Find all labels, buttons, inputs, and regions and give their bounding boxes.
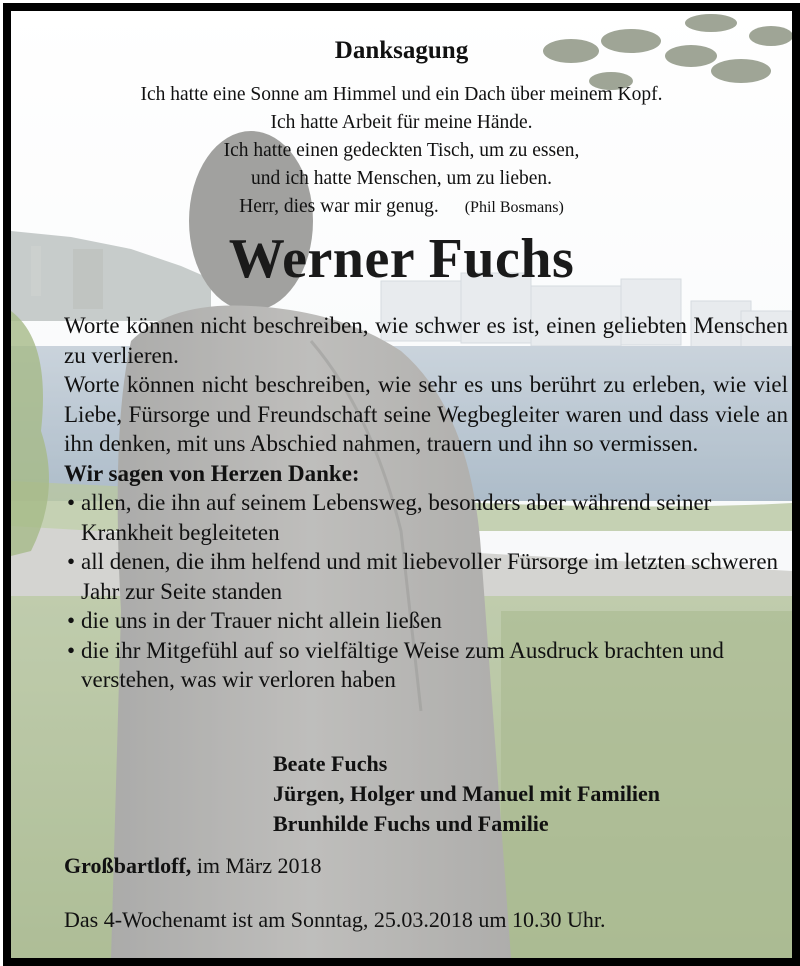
poem-author: (Phil Bosmans): [464, 199, 564, 216]
poem-line: Ich hatte eine Sonne am Himmel und ein Dach über meinem Kopf.: [140, 84, 663, 105]
deceased-name: Werner Fuchs: [228, 228, 575, 290]
place-date: [64, 853, 321, 879]
thanks-heading: Wir sagen von Herzen Danke:: [64, 460, 360, 486]
notice-heading: Danksagung: [334, 37, 469, 64]
poem-line: Ich hatte Arbeit für meine Hände.: [270, 112, 533, 133]
thanks-item: • die uns in der Trauer nicht allein ließen: [64, 606, 788, 636]
signers: [273, 749, 660, 839]
poem-line: Herr, dies war mir genug.: [239, 196, 439, 217]
notice-body: [64, 311, 788, 695]
body-paragraph: Worte können nicht beschreiben, wie sehr es uns berührt zu erleben, wie viel Liebe, Fürsorge und Freundschaft seine Wegbegleiter waren und dass viele an ihn denken, mit uns Abschied nahmen, trauern und ihn so vermissen.: [64, 372, 788, 456]
signer: Beate Fuchs: [273, 751, 388, 776]
thanks-item: • allen, die ihn auf seinem Lebensweg, besonders aber während seiner Krankheit begleiteten: [64, 488, 788, 547]
obituary-card: [3, 3, 800, 966]
thanks-item: • die ihr Mitgefühl auf so vielfältige Weise zum Ausdruck brachten und verstehen, was wir verloren haben: [64, 636, 788, 695]
memorial-notice: Das 4-Wochenamt ist am Sonntag, 25.03.2018 um 10.30 Uhr.: [64, 907, 606, 932]
poem-last-line: [11, 193, 792, 222]
date: im März 2018: [196, 853, 322, 878]
signer: Brunhilde Fuchs und Familie: [273, 811, 549, 836]
thanks-item: • all denen, die ihm helfend und mit liebevoller Fürsorge im letzten schweren Jahr zur Seite standen: [64, 547, 788, 606]
thanks-list: [64, 488, 788, 695]
poem: [11, 81, 792, 222]
poem-line: und ich hatte Menschen, um zu lieben.: [250, 168, 553, 189]
signer: Jürgen, Holger und Manuel mit Familien: [273, 781, 661, 806]
place: Großbartloff,: [64, 853, 192, 878]
notice-content: [11, 11, 792, 958]
poem-line: Ich hatte einen gedeckten Tisch, um zu essen,: [223, 140, 580, 161]
body-paragraph: Worte können nicht beschreiben, wie schwer es ist, einen geliebten Menschen zu verlieren.: [64, 313, 788, 368]
